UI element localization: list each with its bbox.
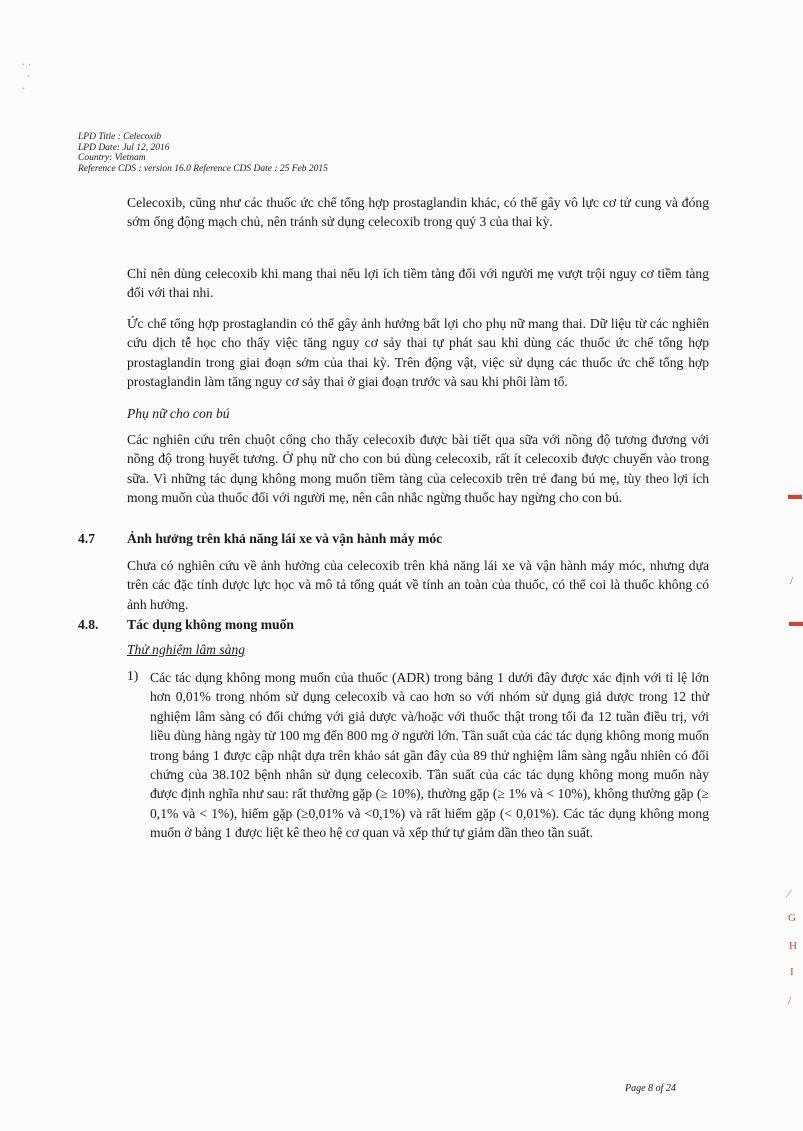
- paragraph-pregnancy-benefit: Chỉ nên dùng celecoxib khi mang thai nếu lợi ích tiềm tàng đối với người mẹ vượt trội nguy cơ tiềm tàng đối với thai nhi.: [127, 266, 709, 301]
- margin-stamp-mark: ▬: [789, 615, 803, 630]
- document-header: [78, 132, 328, 174]
- margin-stamp-mark: /: [788, 995, 792, 1007]
- paragraph-prostaglandin: Ức chế tổng hợp prostaglandin có thể gây ảnh hưởng bất lợi cho phụ nữ mang thai. Dữ liệu từ các nghiên cứu dịch tễ học cho thấy việc tăng nguy cơ sảy thai tự phát sau khi dùng các thuốc ức chế tổng hợp prostaglandin trong giai đoạn sớm của thai kỳ. Trên động vật, việc sử dụng các thuốc ức chế tổng hợp prostaglandin làm tăng nguy cơ sảy thai ở giai đoạn trước và sau khi phôi làm tổ.: [127, 316, 709, 390]
- section-title-driving: Ảnh hưởng trên khả năng lái xe và vận hành máy móc: [127, 531, 443, 546]
- scan-speckles: · · · ·: [22, 60, 32, 95]
- section-number-4-7: 4.7: [78, 531, 95, 546]
- country: Country: Vietnam: [78, 153, 146, 163]
- list-item-adr-frequency: Các tác dụng không mong muốn của thuốc (ADR) trong bảng 1 dưới đây được xác định với tỉ lệ lớn hơn 0,01% trong nhóm sử dụng celecoxib và cao hơn so với nhóm sử dụng giả dược trong 12 thử nghiệm lâm sàng có đối chứng với giả dược và/hoặc với thuốc thật trong tối đa 12 tuần điều trị, với liều dùng hàng ngày từ 100 mg đến 800 mg ở người lớn. Tần suất của các tác dụng không mong muốn trong bảng 1 được cập nhật dựa trên khảo sát gần đây của 89 thử nghiệm lâm sàng ngẫu nhiên có đối chứng của 38.102 bệnh nhân sử dụng celecoxib. Tần suất của các tác dụng không mong muốn này được định nghĩa như sau: rất thường gặp (≥ 10%), thường gặp (≥ 1% và < 10%), không thường gặp (≥ 0,1% và < 1%), hiếm gặp (≥0,01% và <0,1%) và rất hiếm gặp (< 0,01%). Các tác dụng không mong muốn ở bảng 1 được liệt kê theo hệ cơ quan và xếp thứ tự giảm dần theo tần suất.: [150, 670, 709, 841]
- paragraph-breastfeeding: Các nghiên cứu trên chuột cống cho thấy celecoxib được bài tiết qua sữa với nồng độ tương đương với nồng độ trong huyết tương. Ở phụ nữ cho con bú dùng celecoxib, rất ít celecoxib được chuyển vào trong sữa. Vì những tác dụng không mong muốn tiềm tàng của celecoxib trên trẻ đang bú mẹ, tùy theo lợi ích mong muốn của thuốc đối với người mẹ, nên cân nhắc ngừng thuốc hay ngừng cho con bú.: [127, 432, 709, 506]
- section-number-4-8: 4.8.: [78, 617, 99, 632]
- section-title-adverse-effects: Tác dụng không mong muốn: [127, 617, 294, 632]
- paragraph-driving: Chưa có nghiên cứu về ảnh hưởng của celecoxib trên khả năng lái xe và vận hành máy móc, nhưng dựa trên các đặc tính dược lực học và mô tả tổng quát về tính an toàn của thuốc, có thể coi là thuốc không có ảnh hưởng.: [127, 558, 709, 612]
- margin-stamp-mark: /: [790, 575, 794, 587]
- subheading-breastfeeding: Phụ nữ cho con bú: [127, 406, 230, 421]
- margin-stamp-mark: H: [789, 940, 797, 952]
- paragraph-third-trimester: Celecoxib, cũng như các thuốc ức chế tổng hợp prostaglandin khác, có thể gây vô lực cơ tử cung và đóng sớm ống động mạch chủ, nên tránh sử dụng celecoxib trong quý 3 của thai kỳ.: [127, 195, 709, 230]
- reference-cds: Reference CDS : version 16.0 Reference CDS Date : 25 Feb 2015: [78, 163, 328, 174]
- margin-stamp-mark: ⁄: [788, 888, 790, 900]
- margin-stamp-mark: ▬: [788, 488, 802, 503]
- margin-stamp-mark: G: [788, 912, 796, 924]
- lpd-title: LPD Title : Celecoxib: [78, 132, 162, 142]
- list-item-number: 1): [127, 668, 139, 683]
- lpd-date: LPD Date: Jul 12, 2016: [78, 142, 170, 153]
- subheading-clinical-trials: Thử nghiệm lâm sàng: [127, 642, 246, 657]
- margin-stamp-mark: I: [790, 966, 794, 978]
- page-number: Page 8 of 24: [625, 1083, 676, 1094]
